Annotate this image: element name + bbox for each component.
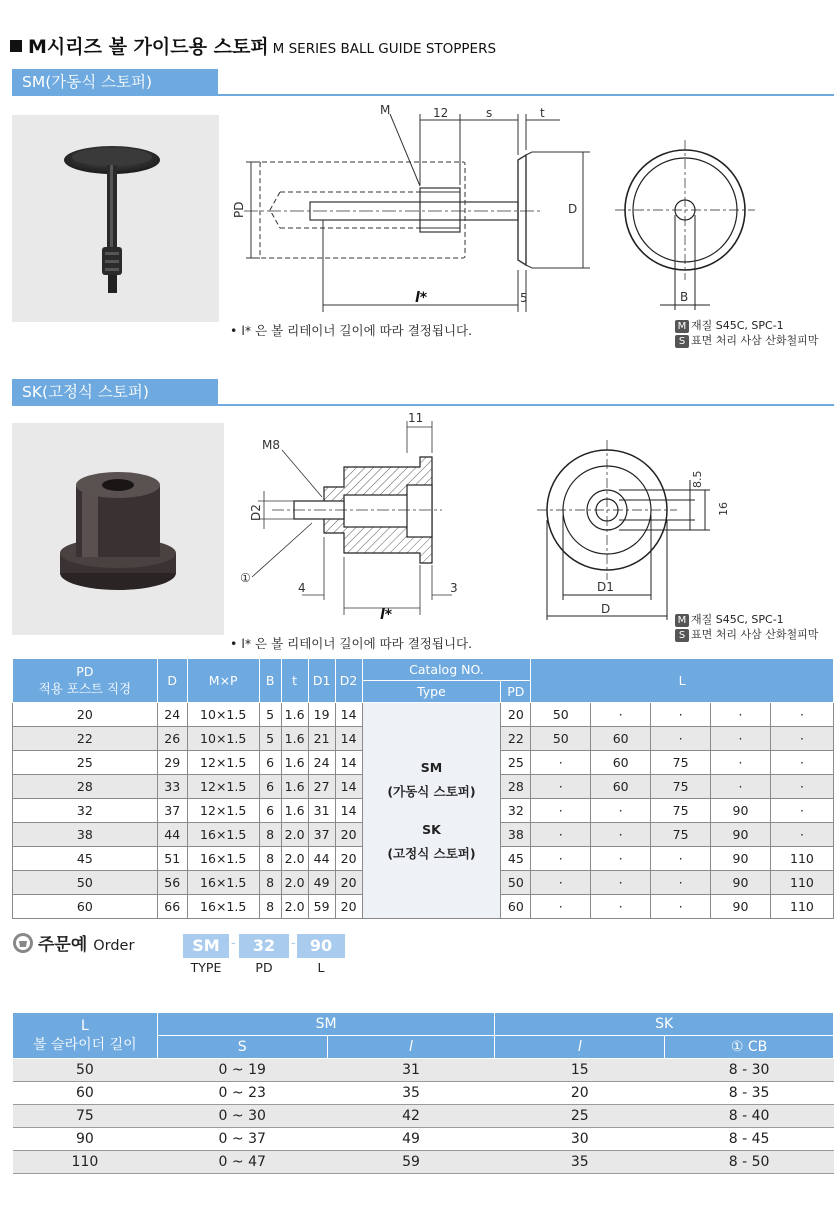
sm-product-photo <box>12 115 219 322</box>
sm-material-info: M 재질 S45C, SPC-1 S 표면 처리 사삼 산화철피막 <box>675 318 818 348</box>
table-cell: 32 <box>13 799 158 823</box>
sk-section-header <box>12 379 834 406</box>
table-cell: 110 <box>770 895 833 919</box>
table-cell: 19 <box>308 703 335 727</box>
order-l-caption: L <box>317 960 325 975</box>
sk-section-label: SK(고정식 스토퍼) <box>12 379 218 406</box>
table-cell: 90 <box>711 847 771 871</box>
table-cell: 0 ~ 37 <box>157 1128 327 1151</box>
table-cell: · <box>651 727 711 751</box>
table-cell: 8 <box>259 847 281 871</box>
table-cell: 110 <box>770 871 833 895</box>
sm-note: • l* 은 볼 리테이너 길이에 따라 결정됩니다. <box>230 323 473 338</box>
table-cell: 50 <box>531 727 591 751</box>
table-cell: 35 <box>495 1151 665 1174</box>
sk-end-view <box>535 440 765 625</box>
table-cell: 37 <box>157 799 187 823</box>
table-cell: · <box>711 703 771 727</box>
col-l-sk: l <box>495 1036 665 1059</box>
table-cell: 8 <box>259 823 281 847</box>
col-d2: D2 <box>335 659 362 703</box>
table-cell: 8 - 30 <box>665 1059 834 1082</box>
table-cell: 56 <box>157 871 187 895</box>
square-bullet-icon <box>10 40 22 52</box>
sk-dim-d2: D2 <box>249 504 263 521</box>
table-cell: 90 <box>711 823 771 847</box>
table-cell: 14 <box>335 751 362 775</box>
table-cell: 8 - 45 <box>665 1128 834 1151</box>
table-cell: 12×1.5 <box>187 751 259 775</box>
table-cell: · <box>531 871 591 895</box>
table-row <box>13 1128 834 1151</box>
table-cell: · <box>591 895 651 919</box>
sk-dim-circle1: ① <box>240 571 251 585</box>
col-sk: SK <box>495 1013 834 1036</box>
table-cell: · <box>531 895 591 919</box>
table-cell: 75 <box>651 823 711 847</box>
col-d: D <box>157 659 187 703</box>
table-cell: 6 <box>259 799 281 823</box>
table-cell: 32 <box>501 799 531 823</box>
sm-dim-m: M <box>380 103 391 117</box>
table-cell: · <box>531 751 591 775</box>
order-type-chip: SM <box>183 934 229 958</box>
table-cell: 1.6 <box>281 751 308 775</box>
surface-badge: S <box>675 335 689 348</box>
table-cell: · <box>711 751 771 775</box>
table-cell: 38 <box>501 823 531 847</box>
table-cell: 0 ~ 23 <box>157 1082 327 1105</box>
table-cell: 110 <box>770 847 833 871</box>
table-cell: · <box>770 703 833 727</box>
order-sep: - <box>231 936 236 951</box>
table-cell: · <box>531 847 591 871</box>
section-divider <box>218 94 834 96</box>
table-cell: 24 <box>157 703 187 727</box>
table-cell: 60 <box>591 775 651 799</box>
sm-side-drawing <box>230 100 578 315</box>
table-cell: · <box>651 871 711 895</box>
table-cell: 1.6 <box>281 775 308 799</box>
table-cell: 30 <box>495 1128 665 1151</box>
table-cell: 12×1.5 <box>187 775 259 799</box>
table-cell: 8 <box>259 895 281 919</box>
material-badge: M <box>675 614 689 627</box>
spec-table <box>12 658 834 919</box>
table-cell: · <box>531 775 591 799</box>
table-cell: 50 <box>13 871 158 895</box>
table-cell: · <box>591 847 651 871</box>
table-cell: 2.0 <box>281 847 308 871</box>
table-cell: 2.0 <box>281 823 308 847</box>
col-cb: ① CB <box>665 1036 834 1059</box>
table-cell: 2.0 <box>281 871 308 895</box>
table-cell: 24 <box>308 751 335 775</box>
sk-dim-l: l* <box>380 607 393 623</box>
table-cell: 1.6 <box>281 799 308 823</box>
table-cell: 44 <box>308 847 335 871</box>
table-cell: 1.6 <box>281 703 308 727</box>
page-title: M시리즈 볼 가이드용 스토퍼 M SERIES BALL GUIDE STOPPERS <box>10 32 496 59</box>
table-cell: 45 <box>13 847 158 871</box>
table-cell: 10×1.5 <box>187 727 259 751</box>
col-type: Type <box>362 681 501 703</box>
table-cell: 20 <box>335 823 362 847</box>
table-cell: 90 <box>711 895 771 919</box>
table-cell: 31 <box>327 1059 495 1082</box>
col-l: L 볼 슬라이더 길이 <box>13 1013 158 1059</box>
sm-section-label: SM(가동식 스토퍼) <box>12 69 218 96</box>
table-cell: 1.6 <box>281 727 308 751</box>
table-cell: · <box>711 727 771 751</box>
col-l: L <box>531 659 834 703</box>
table-cell: · <box>531 823 591 847</box>
table-cell: 27 <box>308 775 335 799</box>
table-cell: 44 <box>157 823 187 847</box>
table-cell: 50 <box>13 1059 158 1082</box>
table-cell: 75 <box>651 775 711 799</box>
table-cell: 26 <box>157 727 187 751</box>
table-cell: 16×1.5 <box>187 895 259 919</box>
sm-dim-5: 5 <box>520 291 528 305</box>
sm-dim-12: 12 <box>433 106 449 120</box>
table-cell: 14 <box>335 727 362 751</box>
table-cell: 2.0 <box>281 895 308 919</box>
table-cell: 110 <box>13 1151 158 1174</box>
table-cell: 22 <box>13 727 158 751</box>
col-catalog: Catalog NO. <box>362 659 531 681</box>
sk-dim-85: 8.5 <box>691 470 704 488</box>
table-cell: 10×1.5 <box>187 703 259 727</box>
table-cell: 59 <box>308 895 335 919</box>
order-pd-caption: PD <box>255 960 273 975</box>
table-cell: 0 ~ 47 <box>157 1151 327 1174</box>
order-type-caption: TYPE <box>190 960 222 975</box>
table-cell: 5 <box>259 703 281 727</box>
col-l-sm: l <box>327 1036 495 1059</box>
table-cell: 49 <box>327 1128 495 1151</box>
table-cell: 25 <box>501 751 531 775</box>
table-cell: 14 <box>335 775 362 799</box>
table-row <box>13 1059 834 1082</box>
sm-dim-l: l* <box>415 290 428 306</box>
sk-dim-m8: M8 <box>262 438 280 452</box>
table-cell: 20 <box>13 703 158 727</box>
table-cell: 8 - 40 <box>665 1105 834 1128</box>
table-cell: 38 <box>13 823 158 847</box>
table-cell: 75 <box>651 751 711 775</box>
table-cell: 16×1.5 <box>187 847 259 871</box>
length-table <box>12 1012 834 1174</box>
sk-note: • l* 은 볼 리테이너 길이에 따라 결정됩니다. <box>230 636 473 651</box>
table-cell: · <box>770 775 833 799</box>
table-row <box>13 1151 834 1174</box>
table-cell: 29 <box>157 751 187 775</box>
table-cell: 28 <box>13 775 158 799</box>
table-cell: 60 <box>591 727 651 751</box>
table-cell: 20 <box>501 703 531 727</box>
sk-material-info: M 재질 S45C, SPC-1 S 표면 처리 사삼 산화철피막 <box>675 612 818 642</box>
sk-product-photo <box>12 423 224 635</box>
sm-section-header <box>12 69 834 96</box>
col-mxp: M×P <box>187 659 259 703</box>
material-badge: M <box>675 320 689 333</box>
sm-dim-b: B <box>680 290 689 304</box>
table-cell: 60 <box>13 1082 158 1105</box>
table-cell: 33 <box>157 775 187 799</box>
table-cell: 59 <box>327 1151 495 1174</box>
table-cell: 14 <box>335 799 362 823</box>
sk-dim-4: 4 <box>298 581 306 595</box>
sm-dim-d: D <box>568 202 578 216</box>
table-cell: 90 <box>13 1128 158 1151</box>
table-cell: 21 <box>308 727 335 751</box>
table-cell: 60 <box>501 895 531 919</box>
table-cell: 8 - 50 <box>665 1151 834 1174</box>
col-s: S <box>157 1036 327 1059</box>
table-cell: 15 <box>495 1059 665 1082</box>
sk-dim-11: 11 <box>408 411 424 425</box>
table-cell: 45 <box>501 847 531 871</box>
table-cell: 25 <box>495 1105 665 1128</box>
table-cell: · <box>591 703 651 727</box>
table-row <box>13 703 834 727</box>
table-cell: 16×1.5 <box>187 871 259 895</box>
sk-dim-d1: D1 <box>597 580 614 594</box>
table-cell: · <box>711 775 771 799</box>
table-cell: 31 <box>308 799 335 823</box>
sk-dim-3: 3 <box>450 581 458 595</box>
table-cell: 28 <box>501 775 531 799</box>
table-cell: 66 <box>157 895 187 919</box>
table-cell: 60 <box>591 751 651 775</box>
order-example-label: 주문예 Order <box>12 930 134 955</box>
table-cell: 49 <box>308 871 335 895</box>
sk-side-drawing <box>232 405 462 630</box>
table-cell: 90 <box>711 871 771 895</box>
table-cell: 60 <box>13 895 158 919</box>
table-cell: 22 <box>501 727 531 751</box>
col-pd2: PD <box>501 681 531 703</box>
table-cell: · <box>591 871 651 895</box>
table-cell: 90 <box>711 799 771 823</box>
table-cell: · <box>770 751 833 775</box>
sm-end-view <box>605 135 765 315</box>
table-cell: · <box>770 823 833 847</box>
table-cell: · <box>770 727 833 751</box>
col-pd: PD 적용 포스트 직경 <box>13 659 158 703</box>
table-cell: · <box>651 895 711 919</box>
table-cell: 16×1.5 <box>187 823 259 847</box>
sm-dim-s: s <box>486 106 493 120</box>
col-t: t <box>281 659 308 703</box>
sk-dim-16: 16 <box>717 502 730 516</box>
table-cell: 20 <box>335 871 362 895</box>
table-cell: · <box>531 799 591 823</box>
table-cell: 8 - 35 <box>665 1082 834 1105</box>
table-cell: 51 <box>157 847 187 871</box>
table-cell: · <box>651 703 711 727</box>
table-cell: 6 <box>259 775 281 799</box>
table-cell: 20 <box>495 1082 665 1105</box>
sk-dim-d: D <box>601 602 611 616</box>
type-cell: SM (가동식 스토퍼) SK (고정식 스토퍼) <box>362 703 501 919</box>
order-pd-chip: 32 <box>239 934 289 958</box>
table-cell: · <box>770 799 833 823</box>
col-b: B <box>259 659 281 703</box>
table-cell: · <box>651 847 711 871</box>
table-cell: 20 <box>335 847 362 871</box>
col-d1: D1 <box>308 659 335 703</box>
table-cell: 6 <box>259 751 281 775</box>
table-row <box>13 1082 834 1105</box>
table-row <box>13 1105 834 1128</box>
table-cell: 75 <box>13 1105 158 1128</box>
table-cell: 75 <box>651 799 711 823</box>
surface-badge: S <box>675 629 689 642</box>
table-cell: 42 <box>327 1105 495 1128</box>
table-cell: · <box>591 823 651 847</box>
sm-dim-t: t <box>540 106 545 120</box>
table-cell: 8 <box>259 871 281 895</box>
table-cell: 14 <box>335 703 362 727</box>
table-cell: · <box>591 799 651 823</box>
table-cell: 50 <box>501 871 531 895</box>
table-cell: 25 <box>13 751 158 775</box>
table-cell: 50 <box>531 703 591 727</box>
table-cell: 35 <box>327 1082 495 1105</box>
order-l-chip: 90 <box>297 934 345 958</box>
sm-hidden-bushing-outline <box>260 162 465 258</box>
sm-dim-pd: PD <box>232 201 246 218</box>
table-cell: 37 <box>308 823 335 847</box>
order-sep: - <box>291 936 296 951</box>
table-cell: 20 <box>335 895 362 919</box>
table-cell: 12×1.5 <box>187 799 259 823</box>
col-sm: SM <box>157 1013 495 1036</box>
table-cell: 0 ~ 30 <box>157 1105 327 1128</box>
table-cell: 0 ~ 19 <box>157 1059 327 1082</box>
table-cell: 5 <box>259 727 281 751</box>
order-icon <box>12 932 34 954</box>
